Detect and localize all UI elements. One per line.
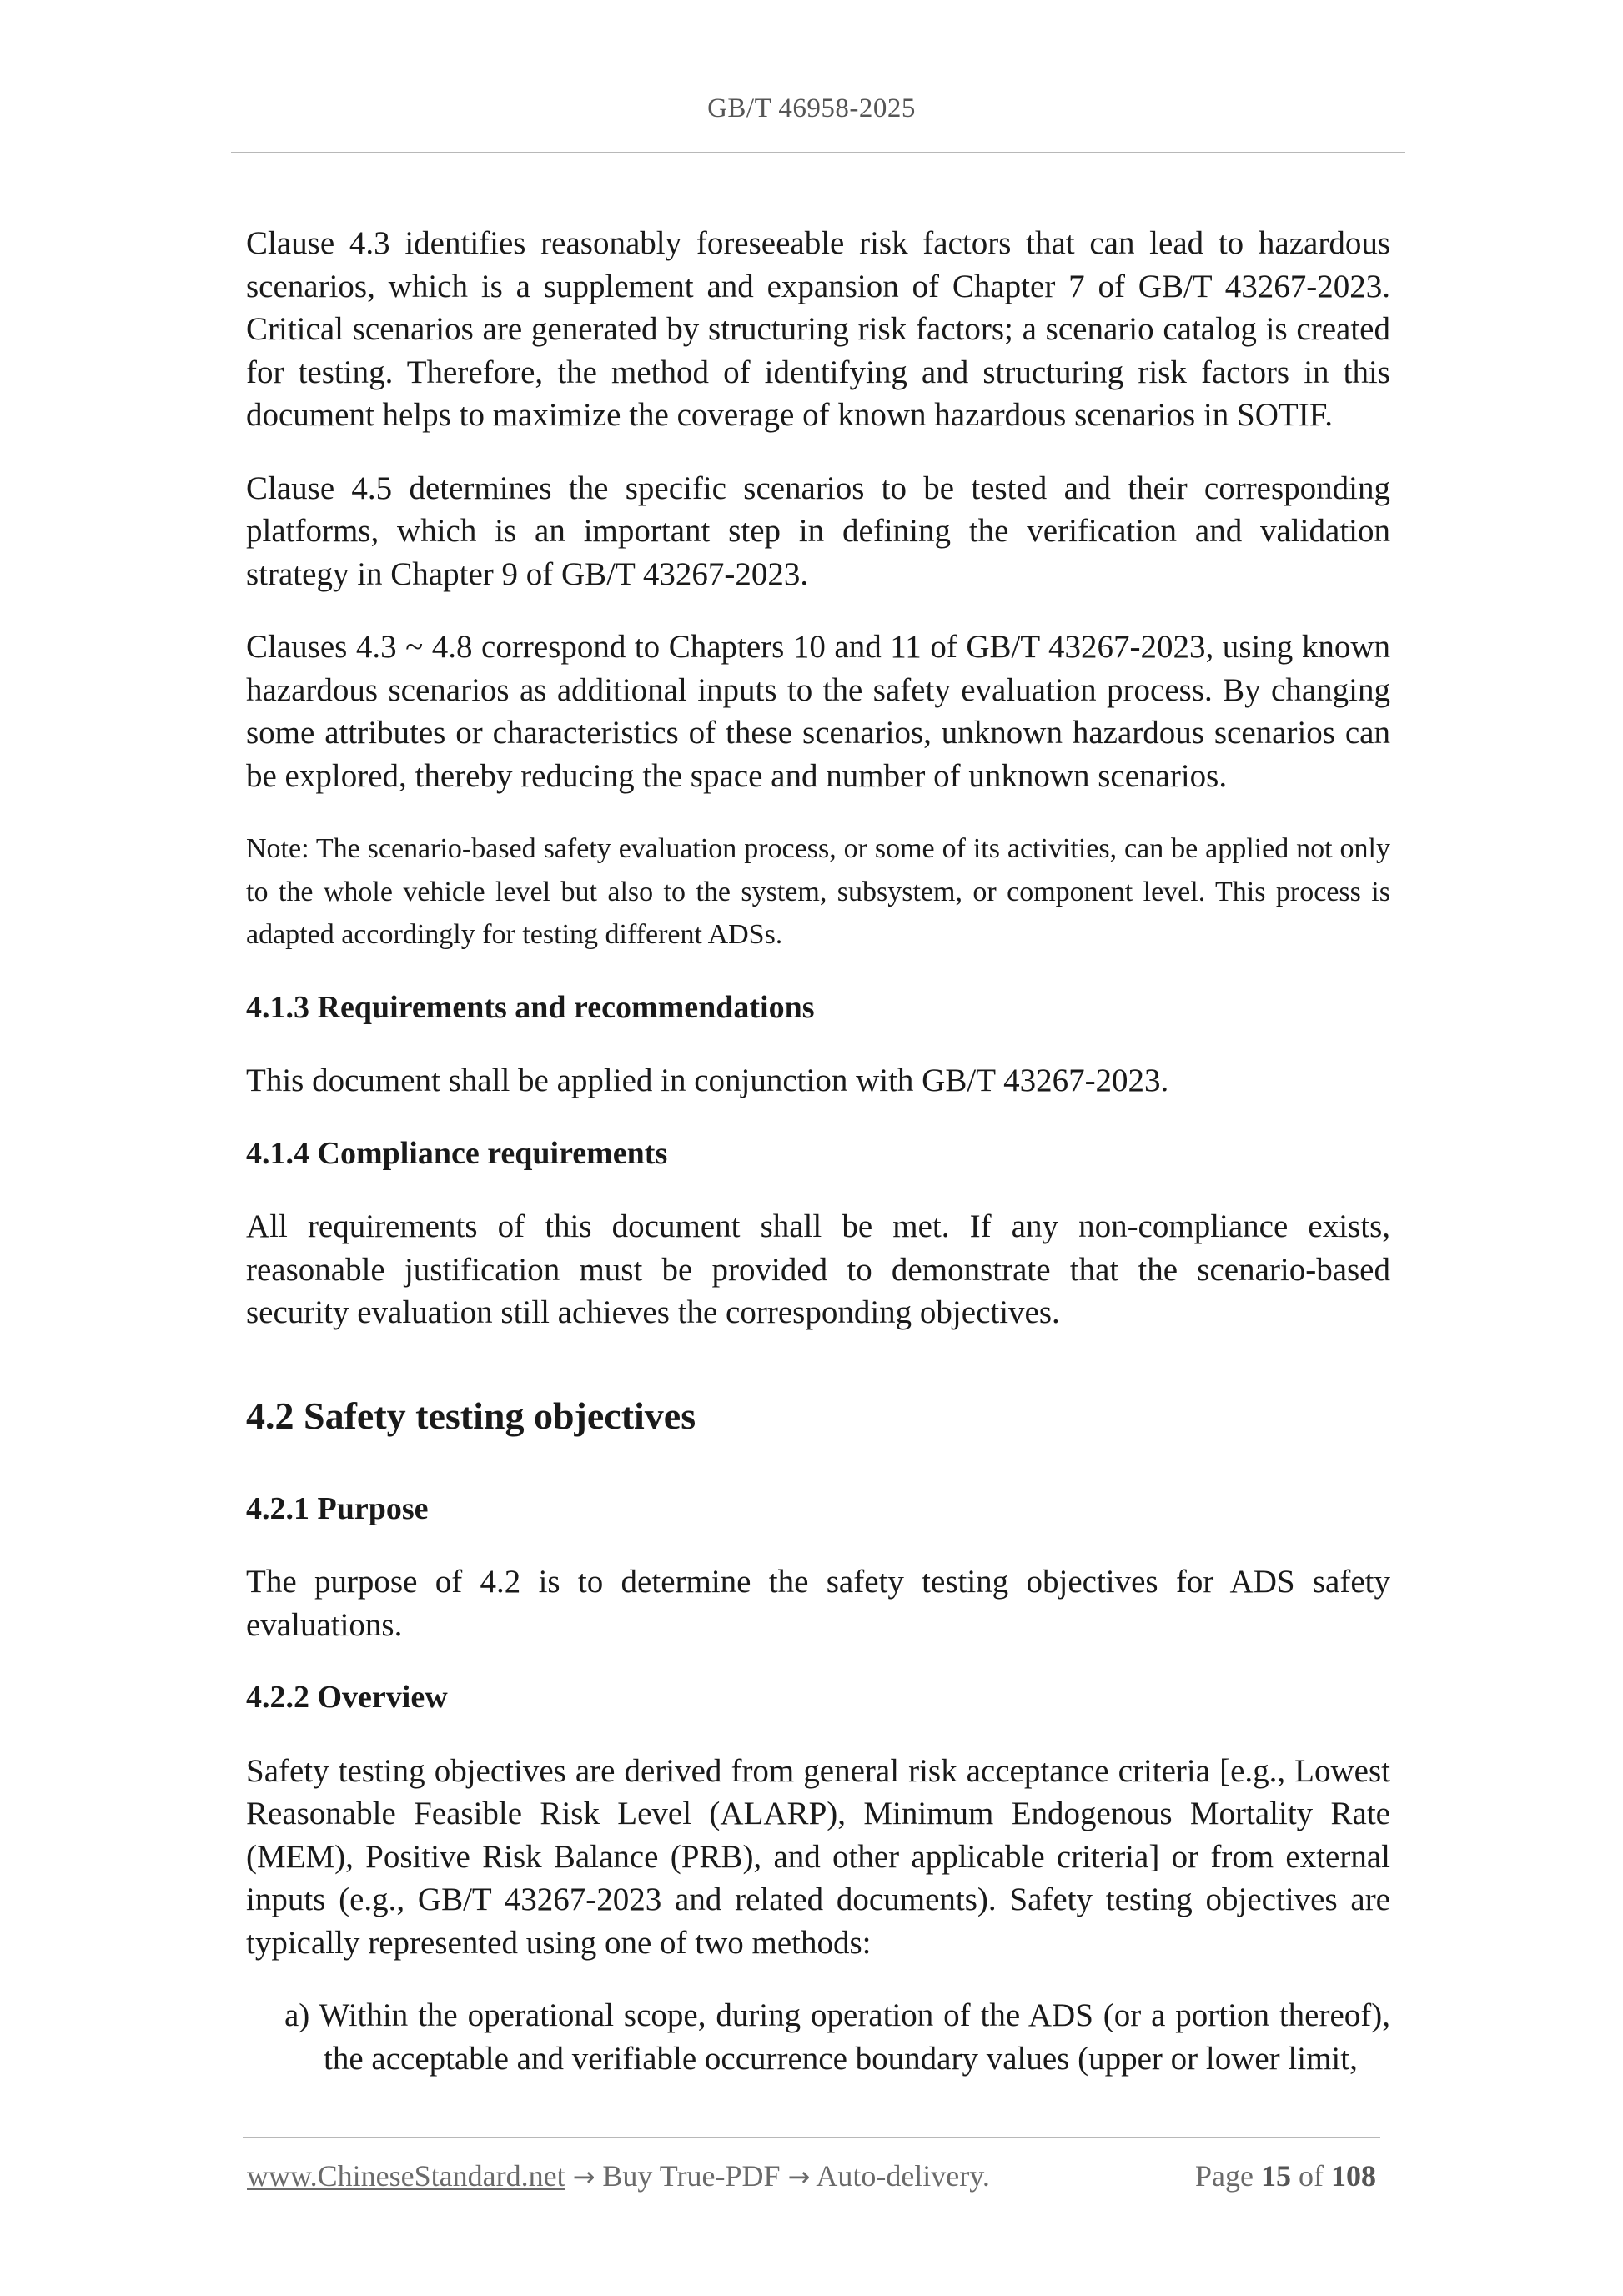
paragraph-purpose: The purpose of 4.2 is to determine the safety testing objectives for ADS safety evaluations. (246, 1564, 1390, 1643)
heading-4-2-1: 4.2.1 Purpose (246, 1490, 429, 1526)
page-body (246, 222, 1390, 2080)
note-paragraph: Note: The scenario-based safety evaluation process, or some of its activities, can be applied not only to the whole vehicle level but also to the system, subsystem, or component level. This process is adapted accordingly for testing different ADSs. (246, 833, 1390, 950)
header-divider (231, 152, 1405, 153)
heading-4-2: 4.2 Safety testing objectives (246, 1394, 696, 1437)
paragraph-clauses-4-3-4-8: Clauses 4.3 ~ 4.8 correspond to Chapters 10 and 11 of GB/T 43267-2023, using known hazardous scenarios as additional inputs to the safety evaluation process. By changing some attributes or characteristics of these scenarios, unknown hazardous scenarios can be explored, thereby reducing the space and number of unknown scenarios. (246, 629, 1390, 794)
site-link[interactable]: www.ChineseStandard.net (247, 2159, 565, 2193)
page-label: Page (1195, 2159, 1254, 2193)
of-label: of (1299, 2159, 1324, 2193)
arrow-right-icon: → (787, 2161, 811, 2193)
heading-4-1-4: 4.1.4 Compliance requirements (246, 1135, 668, 1171)
list-item-a: a) Within the operational scope, during operation of the ADS (or a portion thereof), the acceptable and verifiable occurrence boundary values (upper or lower limit, (284, 1997, 1390, 2077)
paragraph-clause-4-5: Clause 4.5 determines the specific scenarios to be tested and their corresponding platforms, which is an important step in defining the verification and validation strategy in Chapter 9 of GB/T 43267-2023. (246, 470, 1390, 592)
heading-4-1-3: 4.1.3 Requirements and recommendations (246, 989, 815, 1025)
footer-divider (243, 2137, 1380, 2138)
footer-promo (247, 2158, 990, 2193)
paragraph-clause-4-3: Clause 4.3 identifies reasonably foreseeable risk factors that can lead to hazardous scenarios, which is a supplement and expansion of Chapter 7 of GB/T 43267-2023. Critical scenarios are generated by structuring risk factors; a scenario catalog is created for testing. Therefore, the method of identifying and structuring risk factors in this document helps to maximize the coverage of known hazardous scenarios in SOTIF. (246, 225, 1390, 433)
document-code-header: GB/T 46958-2025 (707, 93, 916, 123)
buy-true-pdf-text: Buy True-PDF (602, 2159, 781, 2193)
paragraph-compliance: All requirements of this document shall be met. If any non-compliance exists, reasonable justification must be provided to demonstrate that the scenario-based security evaluation still achieves the corresponding objectives. (246, 1208, 1390, 1330)
paragraph-requirements: This document shall be applied in conjunction with GB/T 43267-2023. (246, 1063, 1169, 1098)
arrow-right-icon: → (572, 2161, 595, 2193)
auto-delivery-text: Auto-delivery. (816, 2159, 990, 2193)
paragraph-overview: Safety testing objectives are derived from general risk acceptance criteria [e.g., Lowest Reasonable Feasible Risk Level (ALARP), Minimum Endogenous Mortality Rate (MEM), Positive Risk Balance (PRB), and other applicable criteria] or from external inputs (e.g., GB/T 43267-2023 and related documents). Safety testing objectives are typically represented using one of two methods: (246, 1752, 1390, 1961)
page-number: 15 (1261, 2159, 1291, 2193)
page-indicator (1195, 2158, 1376, 2193)
total-pages: 108 (1331, 2159, 1376, 2193)
heading-4-2-2: 4.2.2 Overview (246, 1680, 448, 1715)
